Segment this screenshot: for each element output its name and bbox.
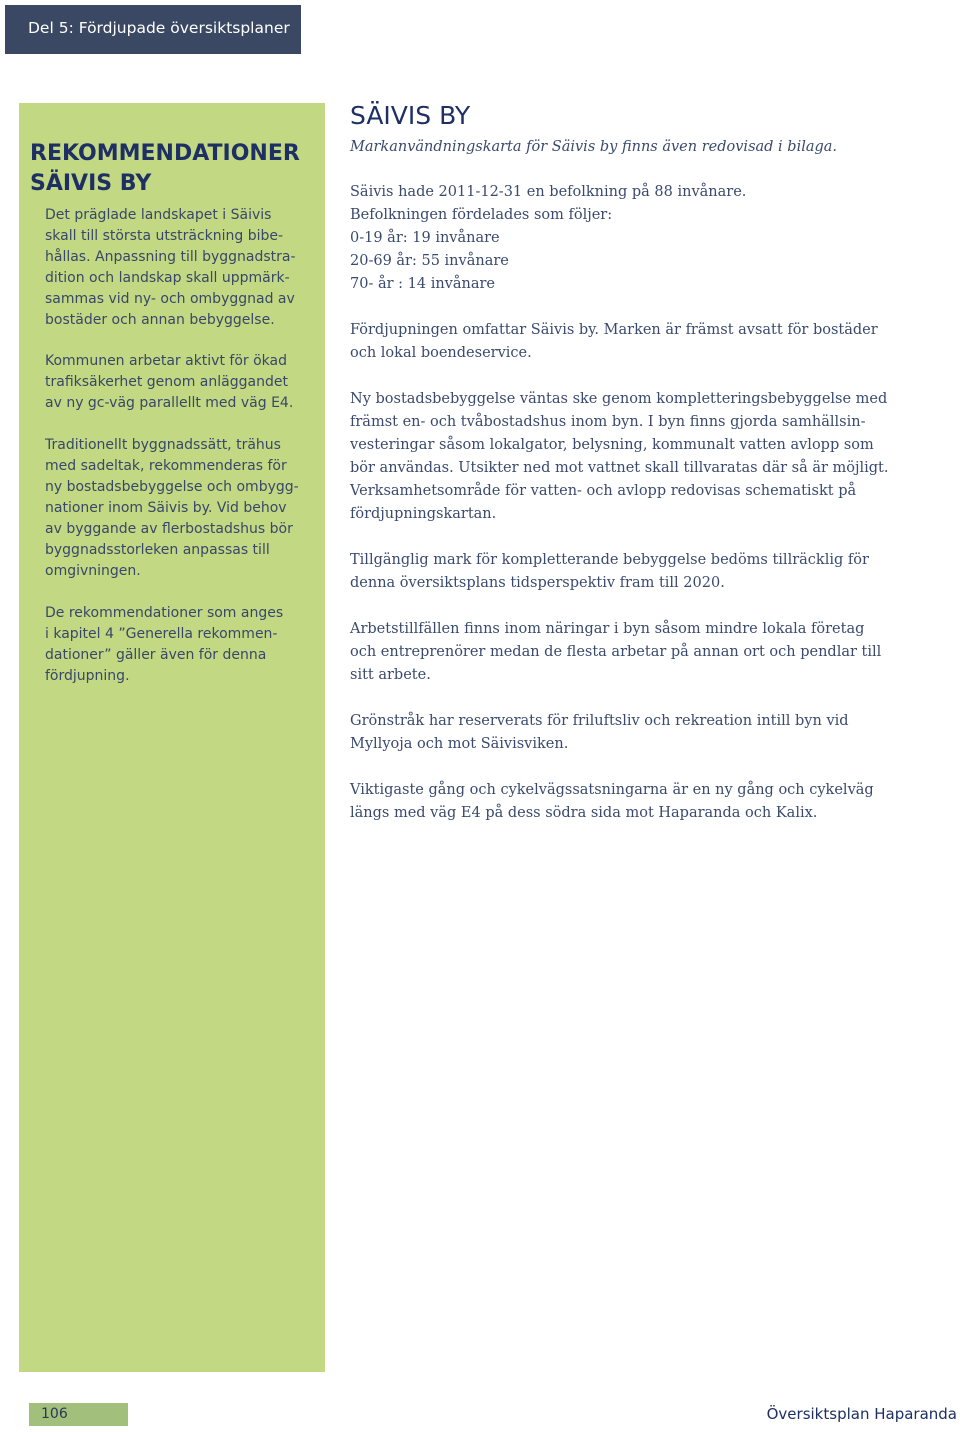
text-line: Ny bostadsbebyggelse väntas ske genom kompletteringsbebyggelse med	[350, 391, 888, 407]
text-line: Befolkningen fördelades som följer:	[350, 207, 613, 223]
text-line: och lokal boendeservice.	[350, 345, 532, 361]
text-line: Fördjupningen omfattar Säivis by. Marken är främst avsatt för bostäder	[350, 322, 878, 338]
body-paragraph	[350, 710, 910, 756]
text-line: av ny gc-väg parallellt med väg E4.	[45, 395, 294, 411]
map-reference-note: Markanvändningskarta för Säivis by finns även redovisad i bilaga.	[350, 139, 838, 155]
text-line: ny bostadsbebyggelse och ombygg-	[45, 479, 299, 495]
text-line: sitt arbete.	[350, 667, 431, 683]
text-line: Kommunen arbetar aktivt för ökad	[45, 353, 287, 369]
population-paragraph	[350, 181, 910, 296]
sidebar-paragraph	[45, 603, 283, 687]
text-line: och entreprenörer medan de flesta arbetar på annan ort och pendlar till	[350, 644, 882, 660]
recommendations-sidebar	[19, 103, 325, 1372]
text-line: fördjupning.	[45, 668, 130, 684]
body-paragraph	[350, 779, 910, 825]
text-line: dationer” gäller även för denna	[45, 647, 267, 663]
text-line: Verksamhetsområde för vatten- och avlopp redovisas schematiskt på	[350, 483, 857, 499]
text-line: Traditionellt byggnadssätt, trähus	[45, 437, 281, 453]
text-line: sammas vid ny- och ombyggnad av	[45, 291, 295, 307]
section-title: Del 5: Fördjupade översiktsplaner	[28, 19, 290, 37]
text-line: De rekommendationer som anges	[45, 605, 284, 621]
text-line: Säivis hade 2011-12-31 en befolkning på 88 invånare.	[350, 184, 747, 200]
text-line: hållas. Anpassning till byggnadstra-	[45, 249, 296, 265]
text-line: bör användas. Utsikter ned mot vattnet skall tillvaratas där så är möjligt.	[350, 460, 889, 476]
publication-title: Översiktsplan Haparanda	[766, 1405, 957, 1423]
sidebar-heading-line: REKOMMENDATIONER	[30, 141, 300, 166]
text-line: omgivningen.	[45, 563, 141, 579]
sidebar-heading	[30, 139, 300, 199]
text-line: trafiksäkerhet genom anläggandet	[45, 374, 288, 390]
text-line: byggnadsstorleken anpassas till	[45, 542, 270, 558]
text-line: 20-69 år: 55 invånare	[350, 253, 509, 269]
text-line: denna översiktsplans tidsperspektiv fram till 2020.	[350, 575, 725, 591]
sidebar-paragraph	[45, 435, 299, 582]
sidebar-paragraph	[45, 205, 296, 331]
page-number: 106	[41, 1406, 68, 1422]
text-line: vesteringar såsom lokalgator, belysning, kommunalt vatten avlopp som	[350, 437, 874, 453]
text-line: nationer inom Säivis by. Vid behov	[45, 500, 287, 516]
text-line: fördjupningskartan.	[350, 506, 497, 522]
text-line: Myllyoja och mot Säivisviken.	[350, 736, 569, 752]
main-content	[350, 96, 910, 825]
text-line: i kapitel 4 ”Generella rekommen-	[45, 626, 278, 642]
text-line: 70- år : 14 invånare	[350, 276, 496, 292]
text-line: av byggande av flerbostadshus bör	[45, 521, 293, 537]
text-line: främst en- och tvåbostadshus inom byn. I byn finns gjorda samhällsin-	[350, 414, 866, 430]
sidebar-paragraph	[45, 351, 293, 414]
text-line: skall till största utsträckning bibe-	[45, 228, 284, 244]
text-line: 0-19 år: 19 invånare	[350, 230, 500, 246]
body-paragraph	[350, 319, 910, 365]
body-paragraph	[350, 549, 910, 595]
text-line: bostäder och annan bebyggelse.	[45, 312, 275, 328]
section-header-tab	[5, 5, 301, 54]
body-paragraph	[350, 388, 910, 526]
text-line: Arbetstillfällen finns inom näringar i byn såsom mindre lokala företag	[350, 621, 865, 637]
page-number-badge	[29, 1403, 128, 1426]
text-line: Grönstråk har reserverats för friluftsliv och rekreation intill byn vid	[350, 713, 849, 729]
text-line: dition och landskap skall uppmärk-	[45, 270, 290, 286]
text-line: längs med väg E4 på dess södra sida mot Haparanda och Kalix.	[350, 805, 818, 821]
body-paragraph	[350, 618, 910, 687]
page-title: SÄIVIS BY	[350, 101, 471, 130]
text-line: med sadeltak, rekommenderas för	[45, 458, 287, 474]
text-line: Tillgänglig mark för kompletterande bebyggelse bedöms tillräcklig för	[350, 552, 869, 568]
text-line: Viktigaste gång och cykelvägssatsningarna är en ny gång och cykelväg	[350, 782, 874, 798]
text-line: Det präglade landskapet i Säivis	[45, 207, 272, 223]
sidebar-heading-line: SÄIVIS BY	[30, 171, 152, 196]
